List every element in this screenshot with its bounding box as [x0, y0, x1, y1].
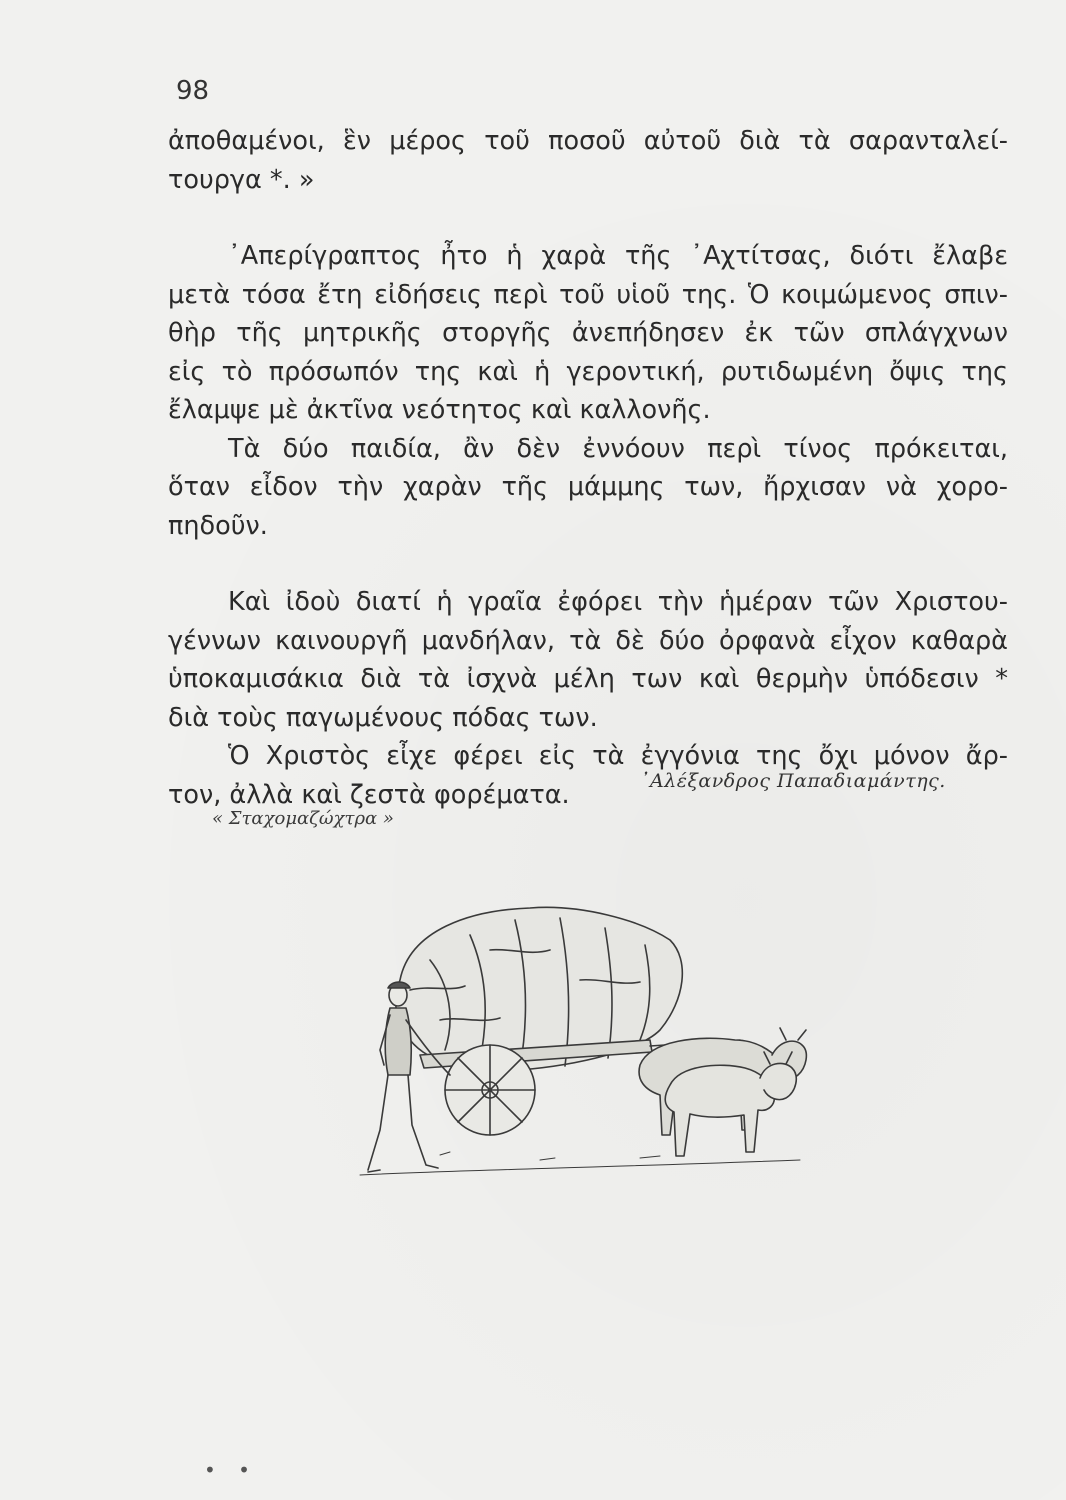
text-line: τον, ἀλλὰ καὶ ζεστὰ φορέματα.: [168, 779, 570, 810]
ground-line: [360, 1160, 800, 1175]
text-line: ᾿Απερίγραπτος ἦτο ἡ χαρὰ τῆς ᾿Αχτίτσας, διότι ἔλαβε: [228, 241, 1008, 271]
oxen-figures: [639, 1028, 806, 1156]
page-number: 98: [176, 76, 210, 106]
text-line: ὑποκαμισάκια διὰ τὰ ἰσχνὰ μέλη των καὶ θερμὴν ὑπόδεσιν *: [168, 664, 1008, 694]
text-line: ἔλαμψε μὲ ἀκτῖνα νεότητος καὶ καλλονῆς.: [168, 395, 711, 425]
cart-wheel: [445, 1045, 535, 1135]
text-line: μετὰ τόσα ἔτη εἰδήσεις περὶ τοῦ υἱοῦ της. Ὁ κοιμώμενος σπιν-: [168, 279, 1008, 310]
text-line: γέννων καινουργῆ μανδήλαν, τὰ δὲ δύο ὀρφανὰ εἶχον καθαρὰ: [168, 625, 1008, 656]
text-line: διὰ τοὺς παγωμένους πόδας των.: [168, 702, 598, 733]
text-line: ὅταν εἶδον τὴν χαρὰν τῆς μάμμης των, ἤρχισαν νὰ χορο-: [168, 472, 1008, 502]
text-line: εἰς τὸ πρόσωπόν της καὶ ἡ γεροντική, ρυτιδωμένη ὄψις της: [168, 356, 1008, 387]
bottom-marks: • •: [204, 1458, 258, 1482]
text-line: τουργα *. »: [168, 164, 315, 195]
story-text: [168, 122, 1008, 814]
text-line: Ὁ Χριστὸς εἶχε φέρει εἰς τὰ ἐγγόνια της ὄχι μόνον ἄρ-: [228, 741, 1008, 771]
text-line: θὴρ τῆς μητρικῆς στοργῆς ἀνεπήδησεν ἐκ τῶν σπλάγχνων: [168, 318, 1008, 348]
text-line: πηδοῦν.: [168, 510, 268, 541]
author-signature: ᾿Αλέξανδρος Παπαδιαμάντης.: [640, 770, 946, 792]
text-line: Καὶ ἰδοὺ διατί ἡ γραῖα ἐφόρει τὴν ἡμέραν τῶν Χριστου-: [228, 587, 1008, 617]
text-line: ἀποθαμένοι, ἓν μέρος τοῦ ποσοῦ αὐτοῦ διὰ τὰ σαρανταλεί-: [168, 126, 1008, 156]
text-line: Τὰ δύο παιδία, ἂν δὲν ἐννόουν περὶ τίνος πρόκειται,: [228, 433, 1008, 464]
ox-cart-illustration: [340, 890, 840, 1190]
source-title: « Σταχομαζώχτρα »: [212, 808, 394, 829]
